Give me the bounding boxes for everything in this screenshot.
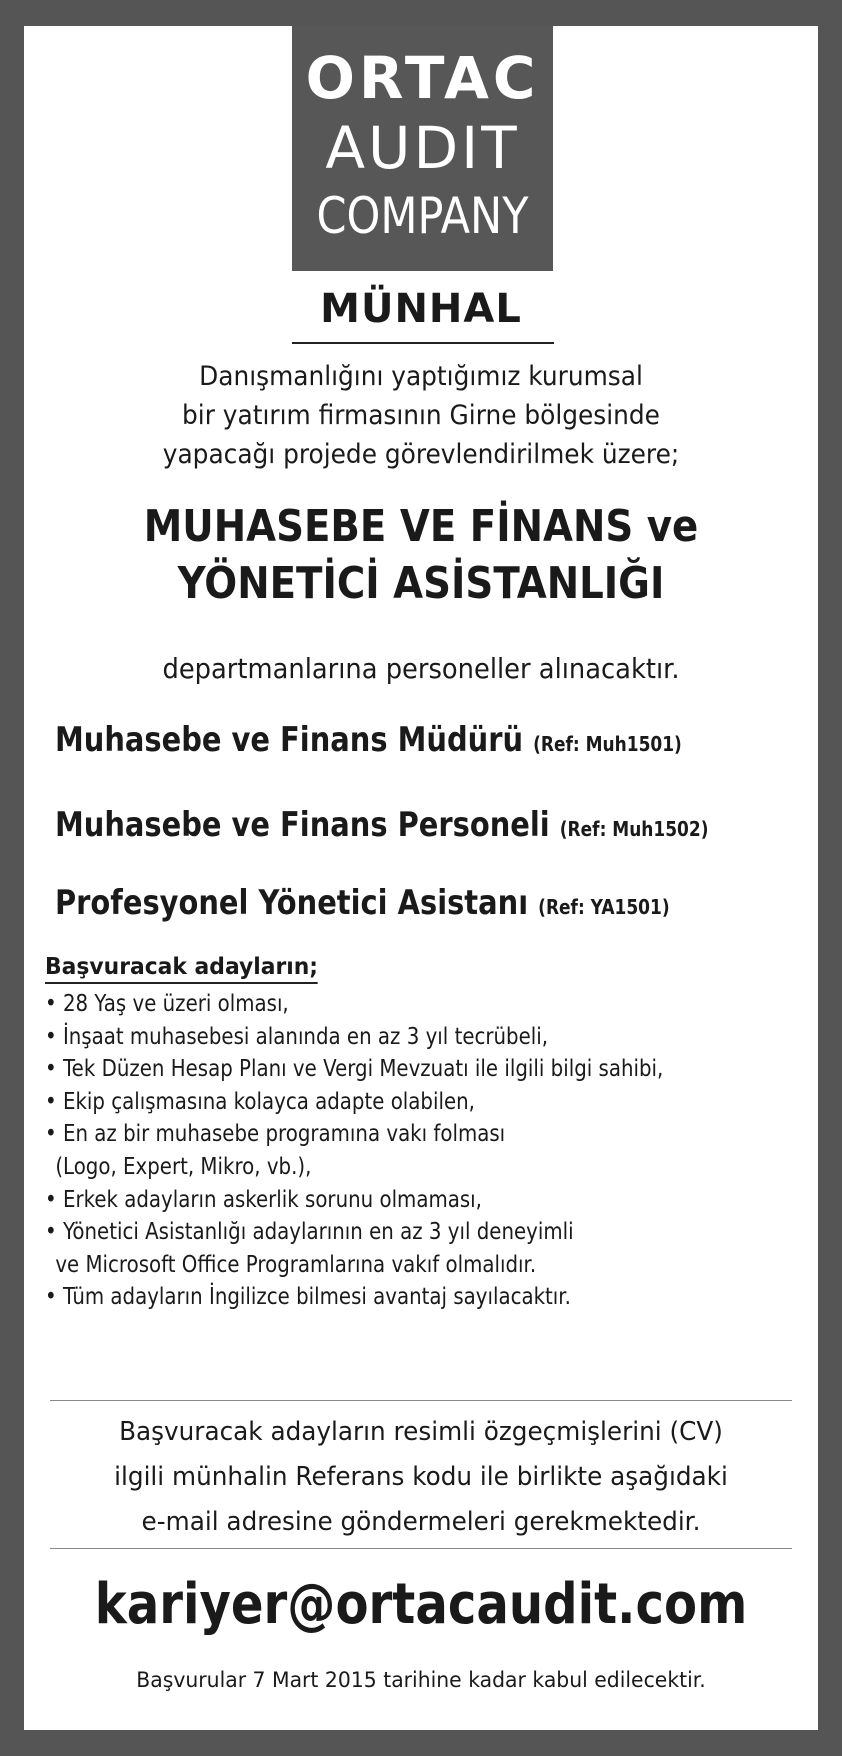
- company-logo: [292, 26, 553, 271]
- position-title: Profesyonel Yönetici Asistanı: [55, 883, 529, 923]
- requirements-heading: Başvuracak adayların;: [45, 952, 318, 984]
- position-ref: (Ref: Muh1502): [559, 817, 709, 841]
- ad-title: MÜNHAL: [320, 286, 522, 332]
- intro-line-1: Danışmanlığını yaptığımız kurumsal: [199, 361, 643, 392]
- requirement-item: • Ekip çalışmasına kolayca adapte olabilen,: [45, 1088, 475, 1115]
- logo-line-audit: AUDIT: [325, 114, 520, 182]
- position-2: [55, 805, 708, 849]
- logo-line-ortac: ORTAC: [305, 44, 540, 112]
- contact-email[interactable]: kariyer@ortacaudit.com: [94, 1572, 748, 1637]
- position-title: Muhasebe ve Finans Personeli: [55, 805, 550, 845]
- divider-top: [50, 1400, 792, 1401]
- departments-line-1: MUHASEBE VE FİNANS ve: [143, 501, 699, 552]
- departments-line-2: YÖNETİCİ ASİSTANLIĞI: [177, 558, 665, 609]
- application-line-3: e-mail adresine göndermeleri gerekmektedir.: [141, 1507, 701, 1537]
- deadline-note: Başvurular 7 Mart 2015 tarihine kadar kabul edilecektir.: [136, 1668, 706, 1692]
- divider-bottom: [50, 1548, 792, 1549]
- position-title: Muhasebe ve Finans Müdürü: [55, 720, 524, 760]
- departments-tail: departmanlarına personeller alınacaktır.: [162, 652, 680, 685]
- requirement-item: (Logo, Expert, Mikro, vb.),: [55, 1153, 312, 1180]
- requirement-item: • Yönetici Asistanlığı adaylarının en az 3 yıl deneyimli: [45, 1219, 574, 1246]
- position-ref: (Ref: YA1501): [538, 895, 670, 919]
- title-underline: [292, 342, 554, 344]
- intro-line-3: yapacağı projede görevlendirilmek üzere;: [162, 439, 680, 470]
- requirement-item: • Erkek adayların askerlik sorunu olmaması,: [45, 1186, 482, 1213]
- requirement-item: • İnşaat muhasebesi alanında en az 3 yıl tecrübeli,: [45, 1023, 549, 1050]
- application-line-2: ilgili münhalin Referans kodu ile birlikte aşağıdaki: [114, 1462, 728, 1492]
- requirements-list: [45, 988, 764, 1314]
- requirement-item: • Tüm adayların İngilizce bilmesi avantaj sayılacaktır.: [45, 1284, 571, 1311]
- position-3: [55, 883, 670, 927]
- requirement-item: • En az bir muhasebe programına vakı folması: [45, 1121, 506, 1148]
- application-line-1: Başvuracak adayların resimli özgeçmişlerini (CV): [119, 1417, 723, 1447]
- requirement-item: • 28 Yaş ve üzeri olması,: [45, 991, 289, 1017]
- requirement-item: • Tek Düzen Hesap Planı ve Vergi Mevzuatı ile ilgili bilgi sahibi,: [45, 1056, 664, 1083]
- logo-line-company: COMPANY: [316, 187, 529, 245]
- position-ref: (Ref: Muh1501): [533, 732, 682, 756]
- intro-line-2: bir yatırım firmasının Girne bölgesinde: [182, 400, 660, 431]
- position-1: [55, 720, 682, 764]
- requirement-item: ve Microsoft Office Programlarına vakıf olmalıdır.: [55, 1251, 537, 1278]
